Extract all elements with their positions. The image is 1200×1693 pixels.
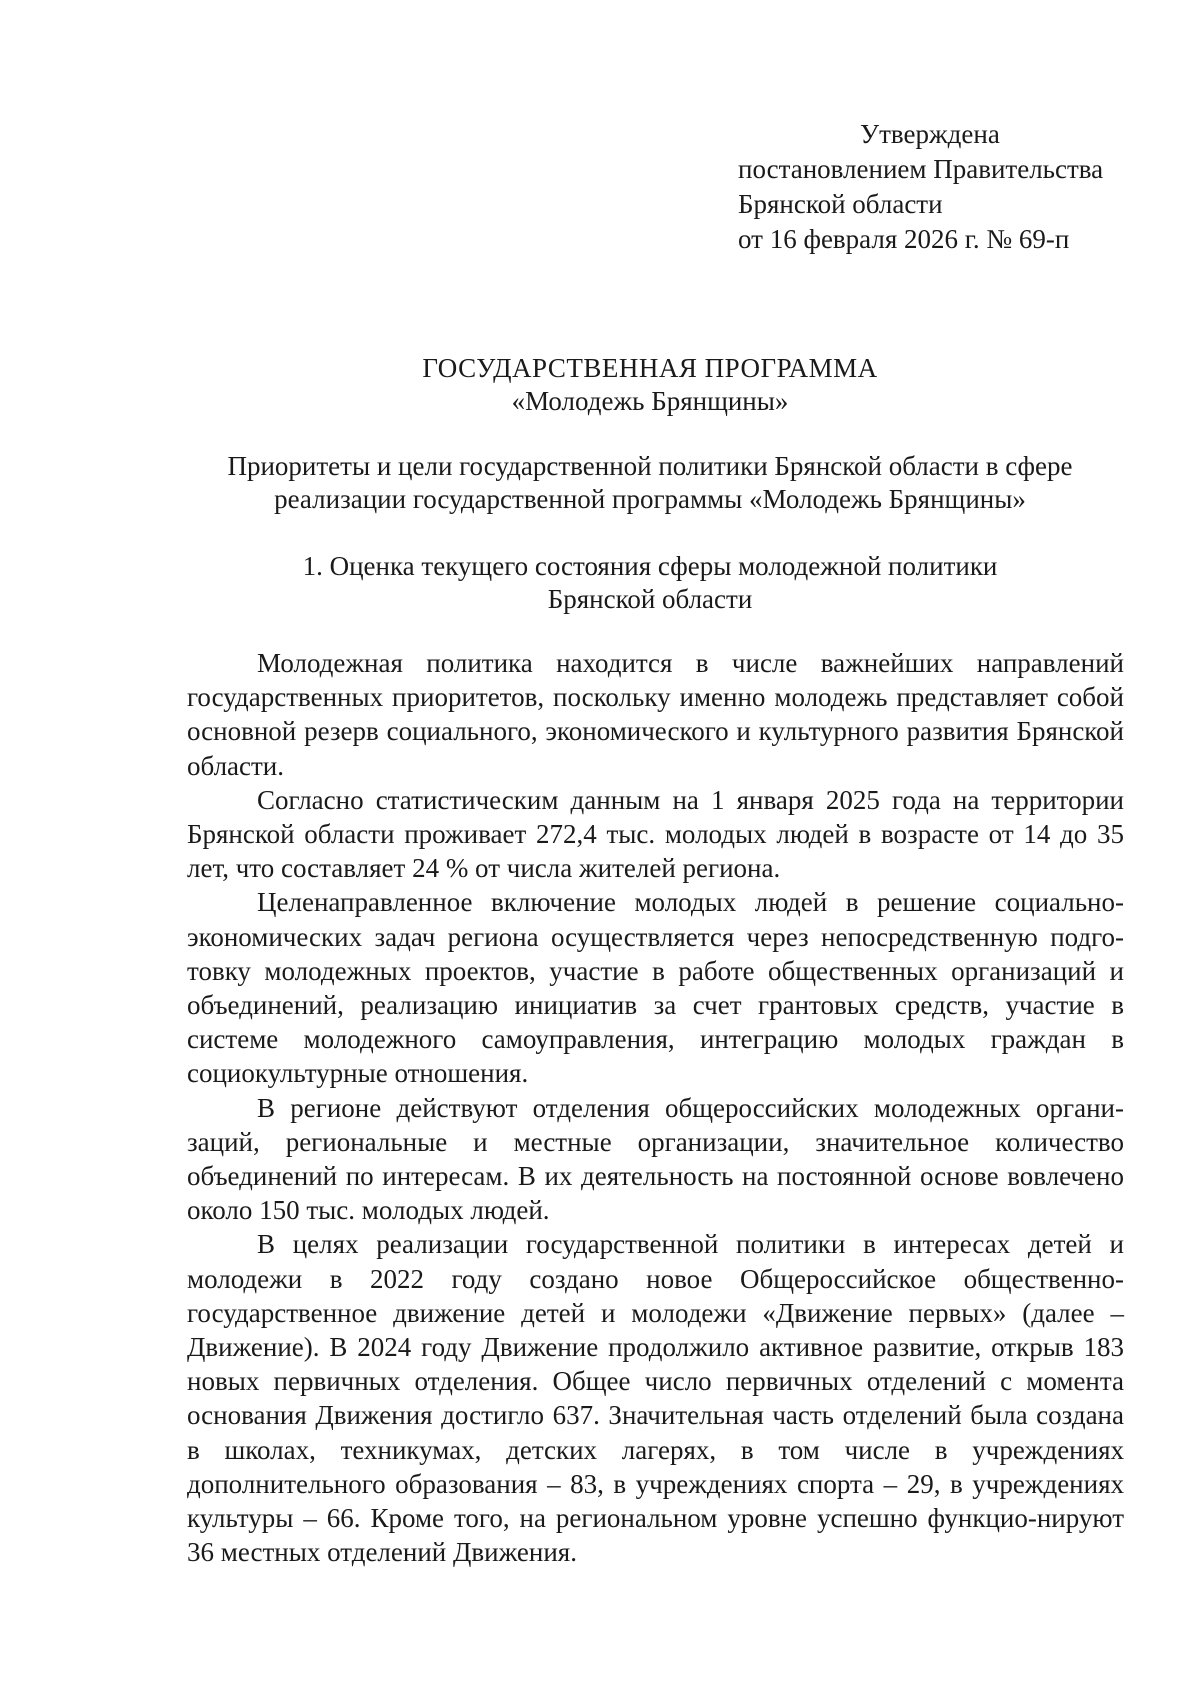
paragraph: Целенаправленное включение молодых людей в решение социально-экономических задач региона осуществляется через непосредственную подго-товку молодежных проектов, участие в работе общественных организаций и объединений, реализацию инициатив за счет грантовых средств, участие в системе молодежного самоуправления, интеграцию молодых граждан в социокультурные отношения. bbox=[187, 887, 1124, 1089]
section-heading bbox=[180, 550, 1120, 616]
program-title-line: ГОСУДАРСТВЕННАЯ ПРОГРАММА bbox=[422, 353, 878, 383]
approval-line-date-number: от 16 февраля 2026 г. № 69-п bbox=[738, 224, 1070, 254]
priorities-heading-line-1: Приоритеты и цели государственной политики Брянской области в сфере bbox=[227, 451, 1073, 481]
paragraph: Молодежная политика находится в числе важнейших направлений государственных приоритетов, поскольку именно молодежь представляет собой основной резерв социального, экономического и культурного развития Брянской области. bbox=[187, 648, 1124, 781]
approval-line-region: Брянской области bbox=[738, 189, 943, 219]
approval-stamp bbox=[738, 117, 1158, 257]
body-text bbox=[187, 646, 1124, 1569]
approval-line-approved: Утверждена bbox=[860, 119, 1000, 149]
paragraph: В целях реализации государственной политики в интересах детей и молодежи в 2022 году создано новое Общероссийское общественно-государственное движение детей и молодежи «Движение первых» (далее – Движение). В 2024 году Движение продолжило активное развитие, открыв 183 новых первичных отделения. Общее число первичных отделений с момента основания Движения достигло 637. Значительная часть отделений была создана в школах, техникумах, детских лагерях, в том числе в учреждениях дополнительного образования – 83, в учреждениях спорта – 29, в учреждениях культуры – 66. Кроме того, на региональном уровне успешно функцио-нируют 36 местных отделений Движения. bbox=[187, 1229, 1124, 1568]
paragraph: Согласно статистическим данным на 1 января 2025 года на территории Брянской области проживает 272,4 тыс. молодых людей в возрасте от 14 до 35 лет, что составляет 24 % от числа жителей региона. bbox=[187, 784, 1124, 884]
program-title bbox=[180, 352, 1120, 418]
priorities-heading-line-2: реализации государственной программы «Молодежь Брянщины» bbox=[274, 484, 1026, 514]
priorities-heading bbox=[180, 450, 1120, 516]
program-name: «Молодежь Брянщины» bbox=[511, 386, 789, 416]
section-heading-line-2: Брянской области bbox=[547, 584, 753, 614]
section-heading-line-1: 1. Оценка текущего состояния сферы молодежной политики bbox=[302, 551, 998, 581]
paragraph: В регионе действуют отделения общероссийских молодежных органи-заций, региональные и местные организации, значительное количество объединений по интересам. В их деятельность на постоянной основе вовлечено около 150 тыс. молодых людей. bbox=[187, 1092, 1124, 1226]
approval-line-resolution: постановлением Правительства bbox=[738, 154, 1104, 184]
